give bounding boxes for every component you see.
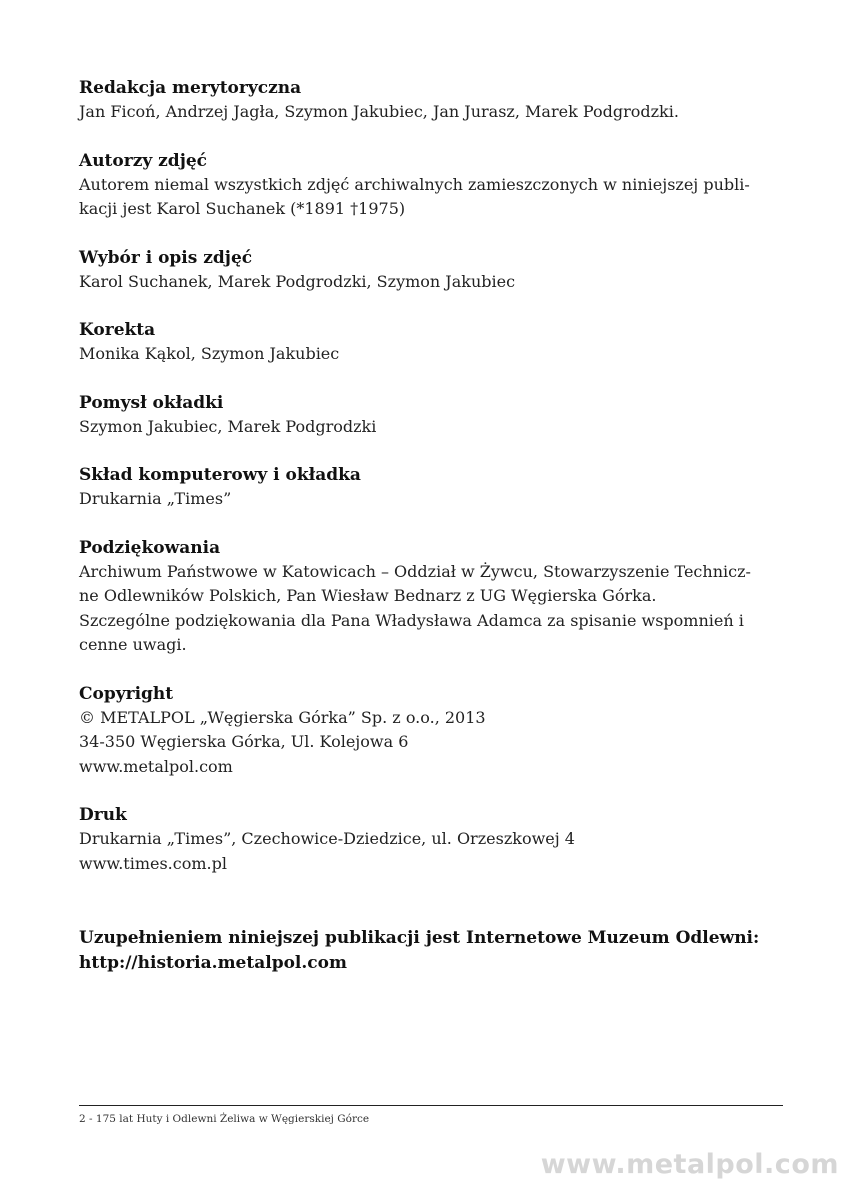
section-copyright [79, 682, 779, 780]
section-heading: Copyright [79, 683, 174, 704]
section-heading: Podziękowania [79, 537, 221, 558]
section-autorzy-zdjec [79, 149, 779, 222]
museum-note-url: http://historia.metalpol.com [79, 953, 347, 973]
section-line: © METALPOL „Węgierska Górka” Sp. z o.o., 2013 [79, 707, 486, 727]
section-line: Szczególne podziękowania dla Pana Władysława Adamca za spisanie wspomnień i [79, 610, 744, 630]
section-line: www.times.com.pl [79, 853, 227, 873]
section-heading: Skład komputerowy i okładka [79, 465, 361, 485]
section-line: Autorem niemal wszystkich zdjęć archiwalnych zamieszczonych w niniejszej publi- [79, 174, 750, 194]
section-druk [79, 803, 779, 876]
section-line: Drukarnia „Times”, Czechowice-Dziedzice, ul. Orzeszkowej 4 [79, 829, 575, 848]
section-wybor-i-opis [79, 246, 779, 295]
page-footer: 2 - 175 lat Huty i Odlewni Żeliwa w Węgierskiej Górce [79, 1113, 370, 1125]
section-pomysl-okladki [79, 391, 779, 440]
museum-note [79, 926, 799, 976]
section-redakcja [79, 76, 779, 125]
section-heading: Redakcja merytoryczna [79, 78, 302, 98]
section-line: www.metalpol.com [79, 756, 233, 776]
section-line: Karol Suchanek, Marek Podgrodzki, Szymon Jakubiec [79, 271, 516, 291]
section-line: Drukarnia „Times” [79, 489, 232, 508]
museum-note-text: Uzupełnieniem niniejszej publikacji jest Internetowe Muzeum Odlewni: [79, 928, 760, 948]
section-line: ne Odlewników Polskich, Pan Wiesław Bednarz z UG Węgierska Górka. [79, 586, 657, 605]
section-line: Monika Kąkol, Szymon Jakubiec [79, 344, 340, 363]
section-line: Archiwum Państwowe w Katowicach – Oddział w Żywcu, Stowarzyszenie Technicz- [79, 561, 751, 581]
section-korekta [79, 318, 779, 367]
section-line: kacji jest Karol Suchanek (*1891 †1975) [79, 199, 406, 218]
section-heading: Druk [79, 805, 127, 825]
watermark: www.metalpol.com [540, 1149, 839, 1180]
footer-divider [79, 1105, 783, 1106]
credits-block [79, 76, 779, 900]
section-line: Szymon Jakubiec, Marek Podgrodzki [79, 416, 377, 436]
section-sklad [79, 463, 779, 512]
section-line: cenne uwagi. [79, 635, 187, 654]
section-heading: Korekta [79, 320, 156, 340]
section-line: 34-350 Węgierska Górka, Ul. Kolejowa 6 [79, 732, 409, 751]
section-heading: Wybór i opis zdjęć [79, 247, 253, 268]
section-podziekowania [79, 536, 779, 658]
section-heading: Autorzy zdjęć [79, 150, 208, 171]
section-heading: Pomysł okładki [79, 392, 224, 413]
section-line: Jan Ficoń, Andrzej Jagła, Szymon Jakubiec, Jan Jurasz, Marek Podgrodzki. [79, 102, 679, 121]
